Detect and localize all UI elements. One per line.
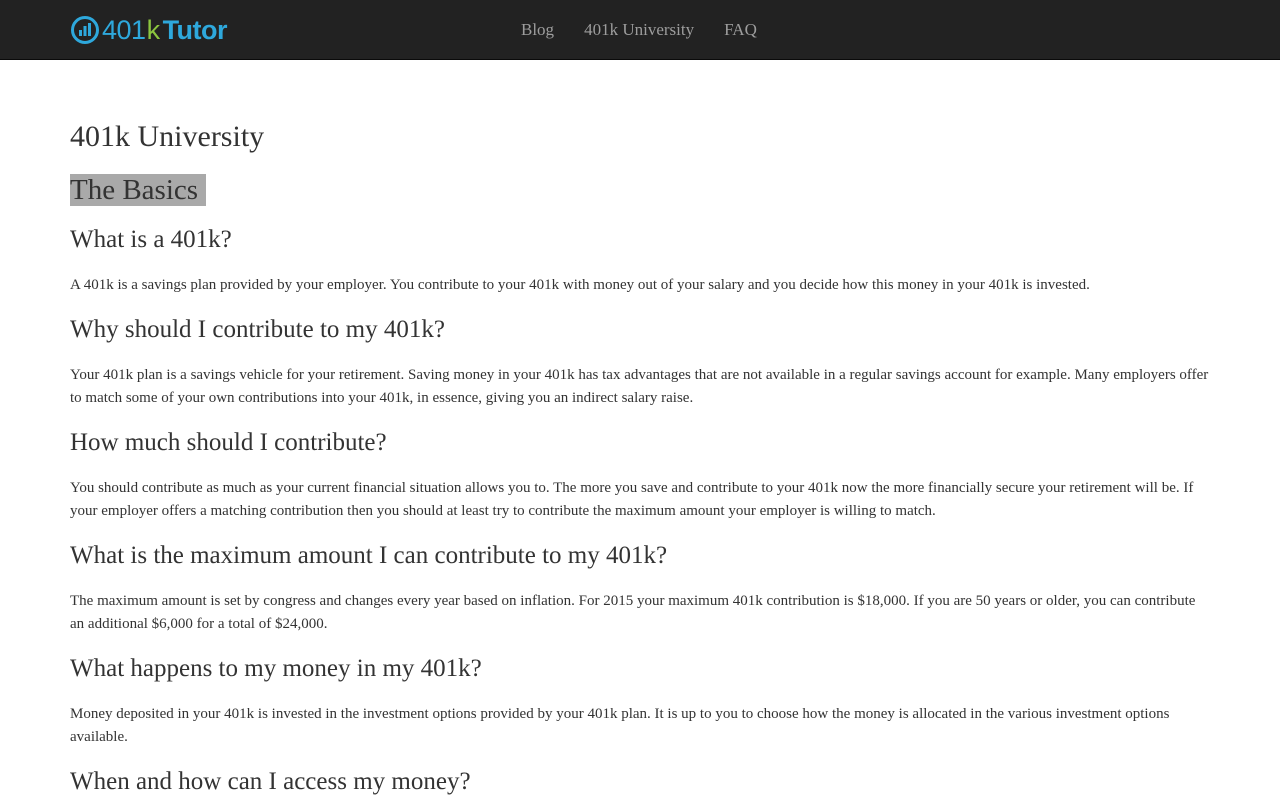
faq-answer: The maximum amount is set by congress and changes every year based on inflation. For 2015 your maximum 401k contribution is $18,000. If you are 50 years or older, you can contribute an additional $6,000 for a total of $24,000. <box>70 593 1196 632</box>
faq-item <box>70 767 1210 797</box>
nav-item-blog <box>506 0 569 59</box>
brand-name-tutor: Tutor <box>162 15 228 45</box>
faq-question: What happens to my money in my 401k? <box>70 655 482 682</box>
nav-link-401k-university[interactable]: 401k University <box>584 20 695 39</box>
brand-logo[interactable] <box>70 13 227 47</box>
page-title: 401k University <box>70 120 265 153</box>
bar-chart-circle-icon <box>70 15 100 45</box>
faq-item <box>70 225 1210 297</box>
faq-item <box>70 654 1210 749</box>
faq-answer: Money deposited in your 401k is invested in the investment options provided by your 401k plan. It is up to you to choose how the money is allocated in the various investment options available. <box>70 706 1170 745</box>
brand-name <box>102 13 227 47</box>
faq-question: Why should I contribute to my 401k? <box>70 316 445 343</box>
faq-item <box>70 315 1210 410</box>
brand-name-k: k <box>146 15 160 45</box>
faq-question: What is a 401k? <box>70 226 232 253</box>
faq-item <box>70 541 1210 636</box>
brand-name-401: 401 <box>102 15 146 45</box>
faq-item <box>70 428 1210 523</box>
nav-item-401k-university <box>569 0 709 59</box>
faq-question: When and how can I access my money? <box>70 768 471 795</box>
faq-answer: You should contribute as much as your current financial situation allows you to. The more you save and contribute to your 401k now the more financially secure your retirement will be. If your employer offers a matching contribution then you should at least try to contribute the maximum amount your employer is willing to match. <box>70 480 1194 519</box>
section-title: The Basics <box>70 174 206 206</box>
faq-answer: Your 401k plan is a savings vehicle for your retirement. Saving money in your 401k has tax advantages that are not available in a regular savings account for example. Many employers offer to match some of your own contributions into your 401k, in essence, giving you an indirect salary raise. <box>70 367 1209 406</box>
main-nav <box>506 0 772 59</box>
nav-item-faq <box>709 0 772 59</box>
faq-answer: A 401k is a savings plan provided by your employer. You contribute to your 401k with money out of your salary and you decide how this money in your 401k is invested. <box>70 277 1090 293</box>
nav-link-blog[interactable]: Blog <box>521 20 555 39</box>
faq-question: What is the maximum amount I can contribute to my 401k? <box>70 542 668 569</box>
faq-question: How much should I contribute? <box>70 429 387 456</box>
nav-link-faq[interactable]: FAQ <box>724 20 757 39</box>
top-navbar <box>0 0 1280 60</box>
